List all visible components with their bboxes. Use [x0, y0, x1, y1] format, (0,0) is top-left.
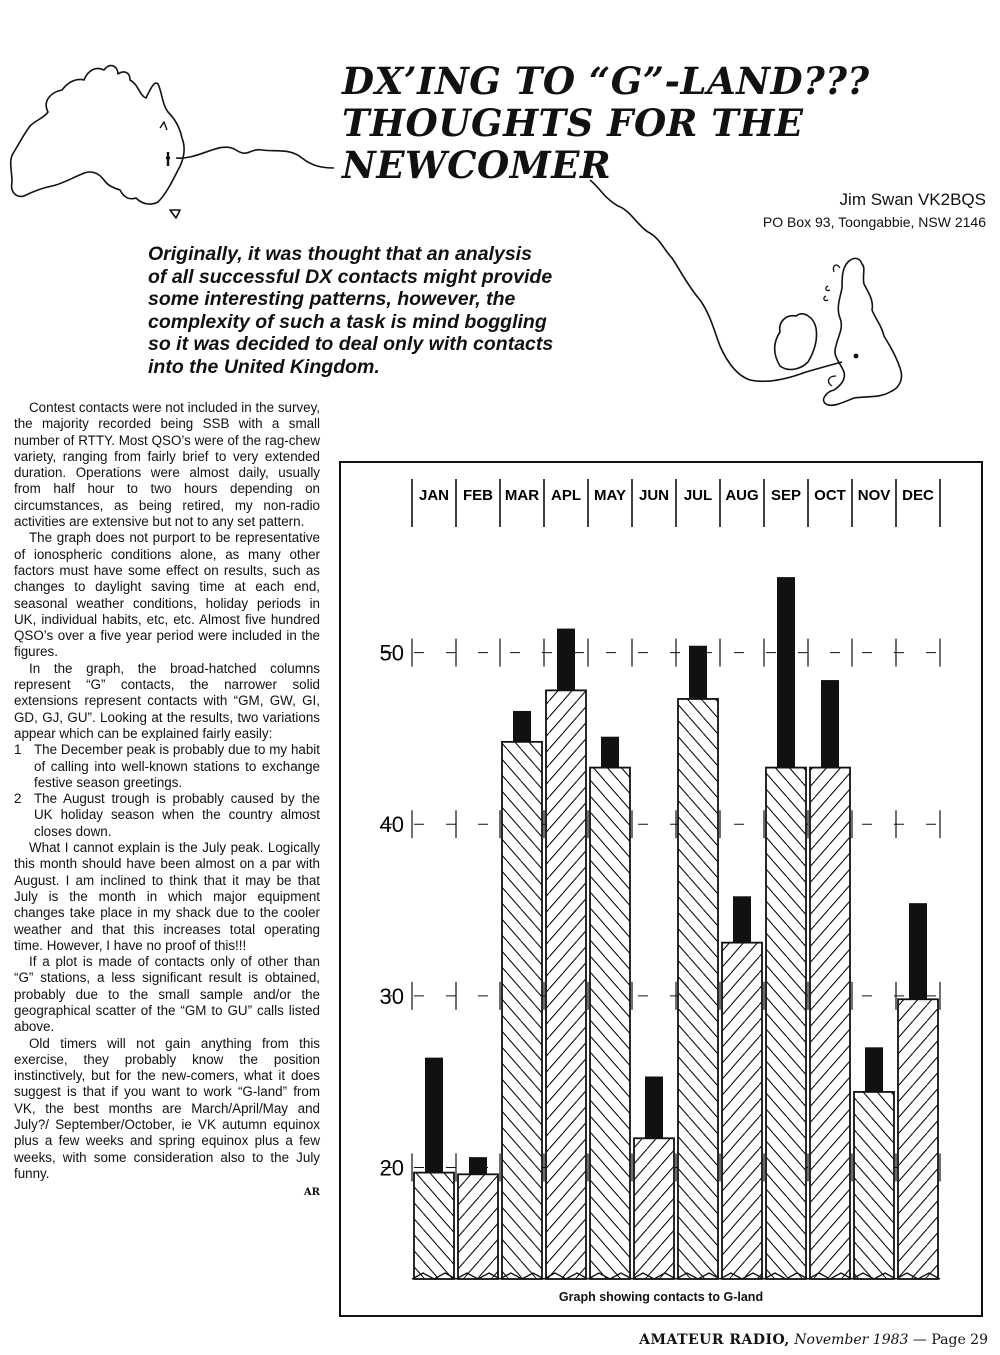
y-tick-label: 30 [379, 983, 404, 1009]
month-label: JUN [638, 487, 670, 504]
month-label: AUG [725, 487, 759, 504]
great-britain-outline [824, 258, 902, 405]
australia-outline [11, 66, 184, 204]
list-text: The August trough is probably caused by the UK holiday season when the country almost closes down. [34, 791, 320, 839]
bar-g-contacts [546, 690, 586, 1279]
bar-other-contacts [689, 646, 707, 699]
list-item [14, 742, 320, 791]
y-tick-label: 20 [379, 1155, 404, 1181]
body-paragraph: The graph does not purport to be representative of ionospheric conditions alone, as many other factors must have some effect on results, such as changes to daylight saving time at each end, seasonal weather conditions, holiday periods in UK, individual habits, etc, etc. Almost five hundred QSO’s over a five year period were included in the figures. [14, 530, 320, 660]
bar-other-contacts [733, 896, 751, 942]
bar-other-contacts [909, 903, 927, 999]
month-label: MAR [504, 487, 540, 504]
body-paragraph: In the graph, the broad-hatched columns represent “G” contacts, the narrower solid extensions represent contacts with “GM, GW, GI, GD, GJ, GU”. Looking at the results, two variations appear which can be explained fairly easily: [14, 660, 320, 741]
bar-other-contacts [557, 629, 575, 691]
bar-g-contacts [722, 943, 762, 1279]
bar-g-contacts [414, 1173, 454, 1279]
bar-g-contacts [634, 1138, 674, 1279]
bar-other-contacts [645, 1076, 663, 1138]
body-paragraph: Old timers will not gain anything from this exercise, they probably know the position instinctively, but for the new-comers, what it does suggest is that if you want to work “G-land” from VK, the best months are March/April/May and July?/ September/October, ie VK autumn equinox plus a few weeks and spring equinox plus a few weeks, with some consideration also to the July funny. [14, 1035, 320, 1181]
month-label: SEP [770, 487, 802, 504]
lead-line: of all successful DX contacts might provide [148, 265, 553, 288]
bar-other-contacts [469, 1157, 487, 1174]
list-number: 2 [14, 791, 22, 807]
ireland-outline [775, 314, 817, 370]
lead-line: complexity of such a task is mind boggling [148, 310, 547, 333]
contacts-chart [339, 461, 983, 1291]
bar-g-contacts [590, 768, 630, 1279]
list-text: The December peak is probably due to my habit of calling into well-known stations to exchange festive season greetings. [34, 742, 320, 790]
bar-other-contacts [425, 1058, 443, 1173]
month-label: DEC [902, 487, 934, 504]
bar-other-contacts [601, 737, 619, 768]
lead-line: into the United Kingdom. [148, 355, 380, 378]
bar-other-contacts [513, 711, 531, 742]
route-line-1 [176, 147, 334, 168]
author-address: PO Box 93, Toongabbie, NSW 2146 [762, 214, 986, 230]
footer-magazine: AMATEUR RADIO, [639, 1332, 790, 1348]
bar-other-contacts [821, 680, 839, 768]
article-title [342, 59, 870, 187]
page-footer [639, 1332, 988, 1348]
author-name: Jim Swan VK2BQS [839, 190, 986, 209]
footer-page: — Page 29 [912, 1332, 988, 1348]
list-item [14, 791, 320, 840]
title-line-1: DX’ING TO “G”-LAND??? [342, 59, 870, 103]
month-label: MAY [594, 487, 626, 504]
bar-g-contacts [678, 699, 718, 1279]
title-line-3: NEWCOMER [342, 143, 612, 187]
bar-g-contacts [458, 1174, 498, 1279]
footer-issue: November 1983 [794, 1332, 909, 1348]
y-tick-label: 40 [379, 812, 404, 838]
month-label: APL [551, 487, 581, 504]
month-label: JUL [683, 487, 713, 504]
bar-g-contacts [854, 1092, 894, 1279]
bar-g-contacts [898, 999, 938, 1279]
lead-line: so it was decided to deal only with contacts [148, 333, 554, 356]
body-paragraph: Contest contacts were not included in the survey, the majority recorded being SSB with a small number of RTTY. Most QSO’s were of the rag-chew variety, ranging from fairly brief to very extended duration. Operations were almost daily, usually from half hour to two hours depending on circumstances, as being retired, my non-radio activities are extensive but not to any set pattern. [14, 400, 320, 530]
y-tick-label: 50 [379, 640, 404, 666]
chart-caption: Graph showing contacts to G-land [558, 1290, 764, 1304]
month-label: JAN [418, 487, 450, 504]
lead-line: some interesting patterns, however, the [148, 288, 516, 311]
bar-other-contacts [777, 577, 795, 767]
author-block [763, 190, 986, 230]
bar-g-contacts [810, 768, 850, 1279]
body-paragraph: If a plot is made of contacts only of other than “G” stations, a less significant result is obtained, probably due to the small sample and/or the geographical scatter of the “GM to GU” calls listed above. [14, 954, 320, 1035]
bar-g-contacts [502, 742, 542, 1279]
list-number: 1 [14, 742, 22, 758]
lead-line: Originally, it was thought that an analysis [148, 243, 532, 265]
title-line-2: THOUGHTS FOR THE [342, 101, 804, 145]
month-label: NOV [857, 487, 891, 504]
bar-other-contacts [865, 1047, 883, 1092]
end-mark: AR [303, 1187, 320, 1199]
lead-paragraph [148, 243, 618, 379]
month-label: OCT [814, 487, 846, 504]
body-paragraph: What I cannot explain is the July peak. Logically this month should have been almost on a par with August. I am inclined to think that it may be that July is the month in which major equipment changes take place in my shack due to the cooler weather and that this increases total operating time. However, I have no proof of this!!! [14, 840, 320, 953]
bar-g-contacts [766, 768, 806, 1279]
body-text [14, 400, 320, 1202]
month-label: FEB [463, 487, 493, 504]
